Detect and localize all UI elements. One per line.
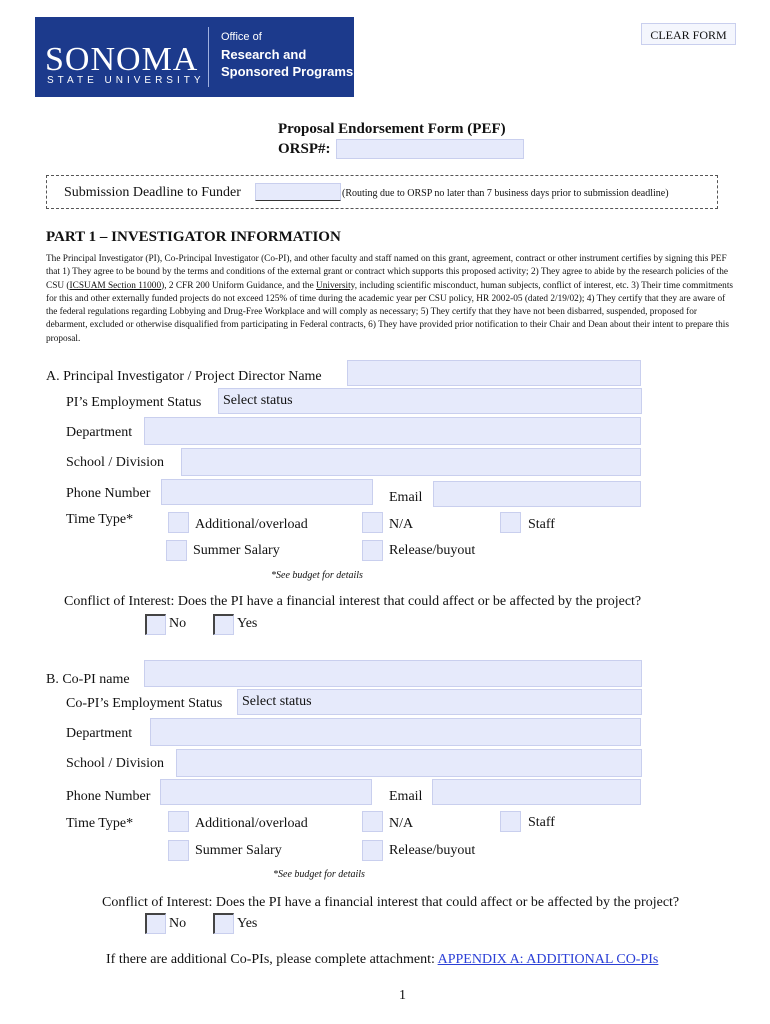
copi-coi-yes-label: Yes — [237, 916, 258, 931]
part1-heading: PART 1 – INVESTIGATOR INFORMATION — [46, 229, 341, 245]
copi-coi-question: Conflict of Interest: Does the PI have a financial interest that could affect or be affected by the project? — [102, 895, 680, 910]
pi-summer-label: Summer Salary — [193, 543, 280, 558]
pi-budget-note: *See budget for details — [271, 570, 363, 581]
pi-na-label: N/A — [389, 517, 414, 532]
copi-school-label: School / Division — [66, 756, 165, 771]
copi-summer-checkbox[interactable] — [168, 840, 189, 861]
pi-staff-label: Staff — [528, 517, 555, 532]
pi-coi-yes-label: Yes — [237, 616, 258, 631]
copi-email-field[interactable] — [432, 779, 641, 805]
pi-staff-checkbox[interactable] — [500, 512, 521, 533]
pi-coi-no-checkbox[interactable] — [145, 614, 166, 635]
copi-release-checkbox[interactable] — [362, 840, 383, 861]
pi-school-field[interactable] — [181, 448, 641, 476]
icsuam-link[interactable]: ICSUAM Section 11000 — [69, 280, 162, 291]
pi-department-field[interactable] — [144, 417, 641, 445]
copi-status-label: Co-PI’s Employment Status — [66, 696, 223, 711]
logo-office-line1: Office of — [221, 31, 262, 43]
copi-name-field[interactable] — [144, 660, 642, 687]
copi-coi-yes-checkbox[interactable] — [213, 913, 234, 934]
pi-name-field[interactable] — [347, 360, 641, 386]
form-title: Proposal Endorsement Form (PEF) — [278, 121, 506, 137]
pi-phone-field[interactable] — [161, 479, 373, 505]
pi-name-label: A. Principal Investigator / Project Director Name — [46, 369, 322, 384]
pi-coi-yes-checkbox[interactable] — [213, 614, 234, 635]
copi-department-label: Department — [66, 726, 133, 741]
logo-office-line2: Research and — [221, 47, 307, 62]
pi-additional-checkbox[interactable] — [168, 512, 189, 533]
pi-email-label: Email — [389, 490, 423, 505]
appendix-a-link[interactable]: APPENDIX A: ADDITIONAL CO-PIs — [437, 952, 659, 967]
pi-release-checkbox[interactable] — [362, 540, 383, 561]
copi-additional-checkbox[interactable] — [168, 811, 189, 832]
pi-email-field[interactable] — [433, 481, 641, 507]
copi-time-type-label: Time Type* — [66, 816, 134, 831]
logo-divider — [208, 27, 209, 87]
copi-summer-label: Summer Salary — [195, 843, 282, 858]
copi-na-checkbox[interactable] — [362, 811, 383, 832]
pi-coi-no-label: No — [169, 616, 187, 631]
certification-paragraph: The Principal Investigator (PI), Co-Principal Investigator (Co-PI), and other faculty and staff named on this grant, agreement, contract or other instrument certifies by signing this PEF that 1) They agree to be bound by the terms and conditions of the external grant or contract which supports this proposed activity; 2) They agree to abide by the research policies of the CSU (ICSUAM Section 11000), 2 CFR 200 Uniform Guidance, and the University, including scientific misconduct, human subjects, conflict of interest, etc. 3) Their time commitments for this and other externally funded projects do not exceed 125% of time during the academic year per CSU policy, HR 2002-05 (dated 2/19/02); 4) They certify that they are aware of the federal regulations regarding Lobbying and Drug-Free Workplace and will comply as necessary; 5) They certify that they have not been disbarred, suspended, proposed for debarment, excluded or otherwise disqualified from participating in Federal contracts, 6) They have provided prior notification to their Chair and Dean about their intent to prepare this proposal. — [46, 254, 734, 344]
copi-phone-label: Phone Number — [66, 789, 151, 804]
copi-coi-no-label: No — [169, 916, 187, 931]
pi-additional-label: Additional/overload — [195, 517, 308, 532]
copi-school-field[interactable] — [176, 749, 642, 777]
pi-status-select[interactable]: Select status — [218, 388, 642, 414]
clear-form-button[interactable]: CLEAR FORM — [641, 23, 736, 45]
pi-coi-question: Conflict of Interest: Does the PI have a financial interest that could affect or be affected by the project? — [64, 594, 642, 609]
appendix-instruction: If there are additional Co-PIs, please complete attachment: APPENDIX A: ADDITIONAL CO-PIs — [106, 952, 659, 967]
pi-phone-label: Phone Number — [66, 486, 151, 501]
copi-na-label: N/A — [389, 816, 414, 831]
copi-department-field[interactable] — [150, 718, 641, 746]
pi-time-type-label: Time Type* — [66, 512, 134, 527]
pi-status-label: PI’s Employment Status — [66, 395, 202, 410]
logo-subtitle: STATE UNIVERSITY — [47, 75, 205, 86]
pi-department-label: Department — [66, 425, 133, 440]
copi-additional-label: Additional/overload — [195, 816, 308, 831]
copi-staff-checkbox[interactable] — [500, 811, 521, 832]
copi-staff-label: Staff — [528, 815, 555, 830]
deadline-label: Submission Deadline to Funder — [64, 185, 241, 200]
pi-na-checkbox[interactable] — [362, 512, 383, 533]
deadline-note: (Routing due to ORSP no later than 7 business days prior to submission deadline) — [342, 188, 669, 199]
logo-office-line3: Sponsored Programs — [221, 64, 354, 79]
sonoma-state-logo — [35, 17, 354, 97]
university-link[interactable]: University, — [316, 280, 358, 291]
copi-email-label: Email — [389, 789, 423, 804]
pi-school-label: School / Division — [66, 455, 165, 470]
orsp-label: ORSP#: — [278, 141, 331, 157]
copi-status-select[interactable]: Select status — [237, 689, 642, 715]
logo-wordmark: SONOMA — [45, 41, 199, 78]
copi-budget-note: *See budget for details — [273, 869, 365, 880]
copi-release-label: Release/buyout — [389, 843, 476, 858]
copi-phone-field[interactable] — [160, 779, 372, 805]
orsp-number-field[interactable] — [336, 139, 524, 159]
copi-name-label: B. Co-PI name — [46, 672, 130, 687]
copi-coi-no-checkbox[interactable] — [145, 913, 166, 934]
deadline-field[interactable] — [255, 183, 341, 201]
page-number: 1 — [399, 988, 406, 1003]
pi-summer-checkbox[interactable] — [166, 540, 187, 561]
pi-release-label: Release/buyout — [389, 543, 476, 558]
